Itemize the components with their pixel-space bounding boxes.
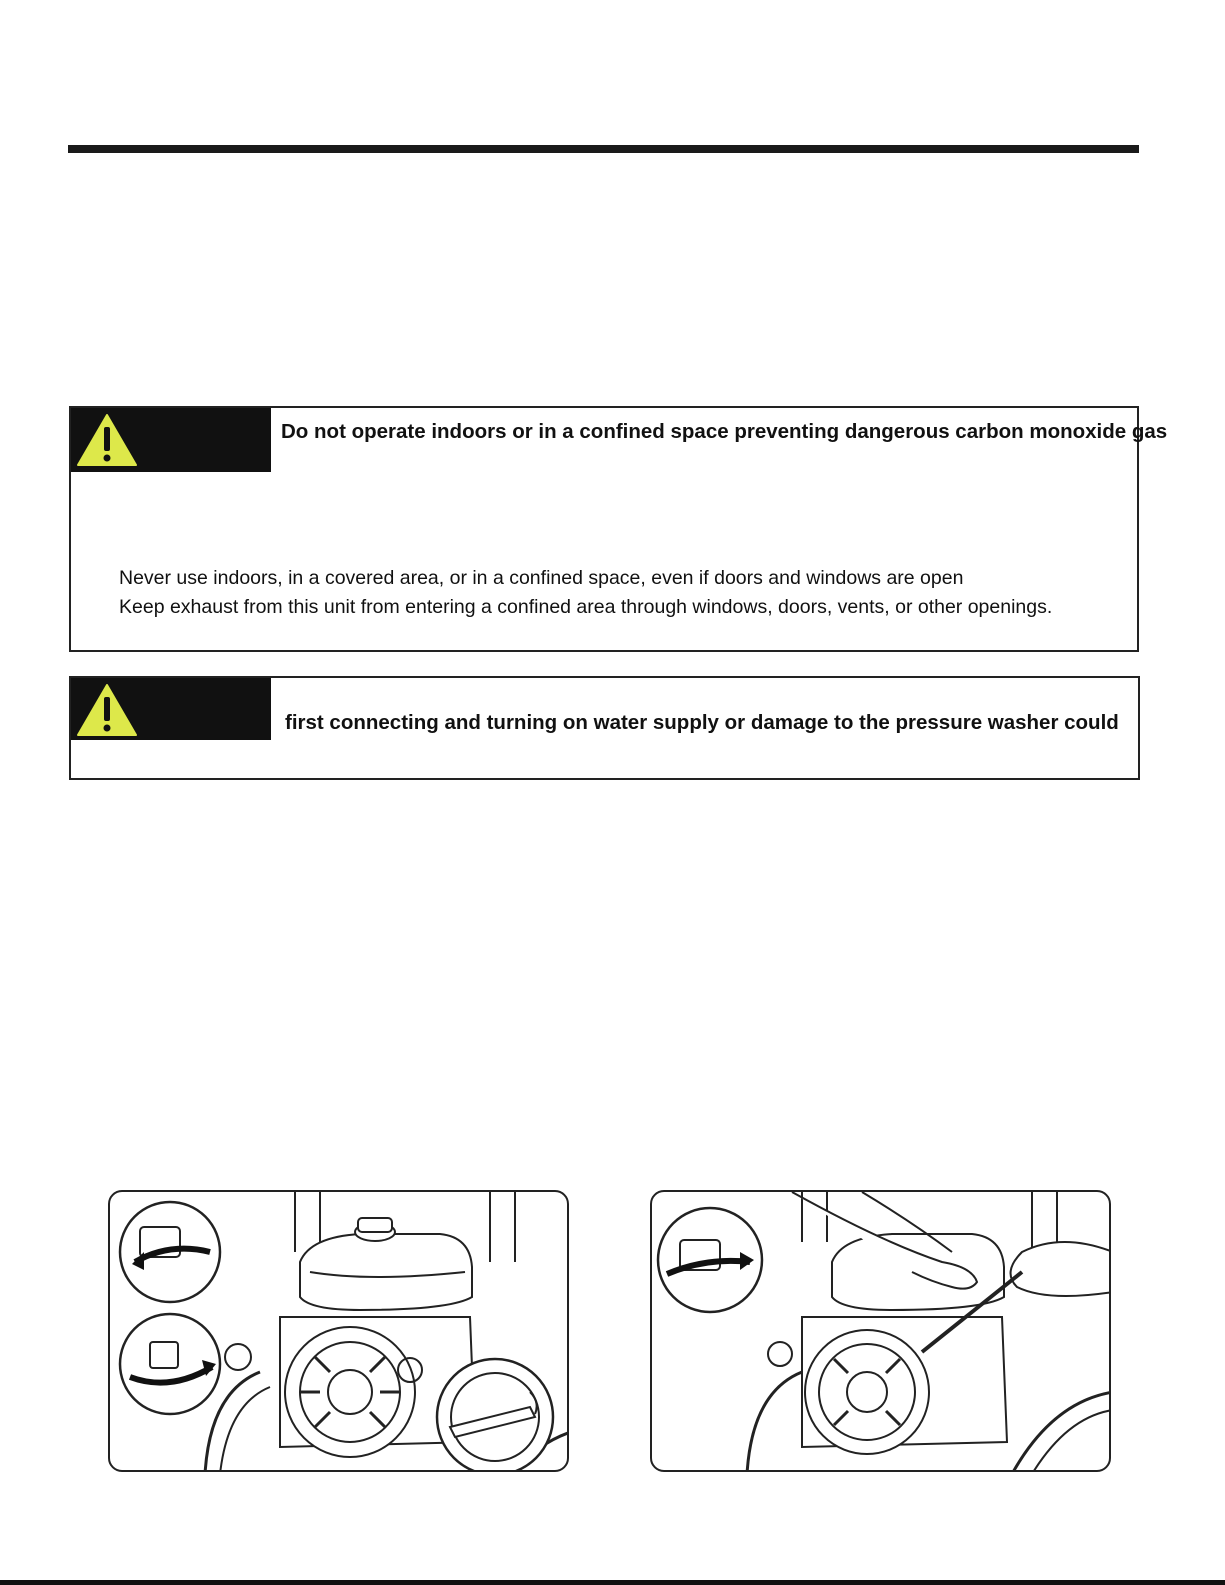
figure-engine-controls (108, 1190, 569, 1472)
warning-box-water-supply (69, 676, 1140, 780)
warning-triangle-icon (75, 412, 139, 468)
warning-label (71, 678, 271, 740)
warning-line: Never use indoors, in a covered area, or in a confined space, even if doors and windows are open (119, 567, 964, 589)
warning-triangle-icon (75, 682, 139, 738)
top-rule (68, 145, 1139, 153)
starter-illustration (652, 1192, 1111, 1472)
figure-starter-pull (650, 1190, 1111, 1472)
warning-title: first connecting and turning on water supply or damage to the pressure washer could (285, 711, 1119, 734)
warning-line: Keep exhaust from this unit from entering a confined area through windows, doors, vents, or other openings. (119, 596, 1053, 618)
warning-lines (119, 564, 1052, 622)
warning-title: Do not operate indoors or in a confined space preventing dangerous carbon monoxide gas (281, 420, 1168, 443)
bottom-rule (0, 1580, 1225, 1585)
engine-illustration (110, 1192, 569, 1472)
warning-box-carbon-monoxide (69, 406, 1168, 652)
warning-label (71, 408, 271, 472)
